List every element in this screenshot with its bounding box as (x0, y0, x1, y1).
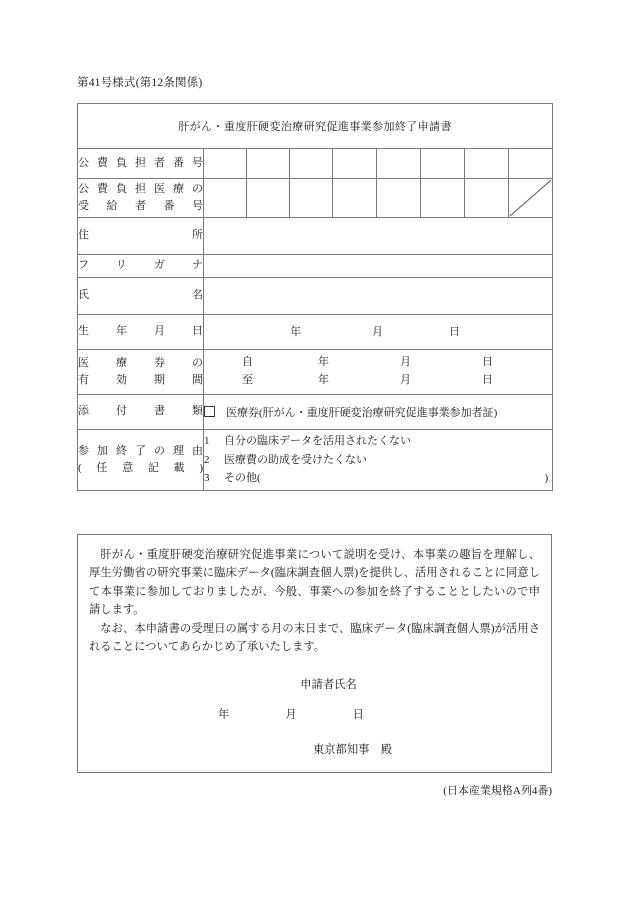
reason-text: その他( (224, 472, 261, 485)
termination-reason-options (204, 430, 553, 491)
application-form-table (77, 103, 553, 491)
reason-other-close-paren: ) (544, 472, 549, 485)
public-payer-number-row (78, 149, 553, 179)
statement-box (77, 534, 552, 773)
reason-number: 1 (204, 434, 210, 447)
termination-reason-label: 参加終了の理由 (任意記載) (78, 430, 204, 491)
recipient-digit-cell[interactable] (421, 179, 465, 218)
diagonal-strike-icon (509, 179, 552, 217)
birth-date-input[interactable] (204, 315, 553, 350)
payer-digit-cell[interactable] (465, 149, 509, 179)
validity-from-label: 自 (242, 356, 253, 368)
name-input[interactable] (204, 278, 553, 315)
validity-to-label: 至 (242, 374, 253, 386)
payer-digit-cell[interactable] (421, 149, 465, 179)
validity-period-label: 医療券の 有効期間 (78, 350, 204, 395)
address-row (78, 218, 553, 255)
submission-year-unit: 年 (218, 709, 230, 721)
attachment-checkbox-icon[interactable] (204, 406, 215, 417)
recipient-digit-cell[interactable] (204, 179, 247, 218)
birth-month-unit: 月 (372, 326, 383, 338)
furigana-label: フリガナ (78, 255, 204, 278)
birth-day-unit: 日 (449, 326, 460, 338)
termination-reason-row (78, 430, 553, 491)
addressee-label: 東京都知事 殿 (312, 744, 393, 756)
payer-digit-cell[interactable] (290, 149, 333, 179)
recipient-number-row (78, 179, 553, 218)
reason-option-1[interactable] (204, 432, 552, 451)
reason-number: 3 (204, 472, 210, 485)
birth-date-line (204, 324, 552, 340)
recipient-digit-cell[interactable] (377, 179, 421, 218)
address-input[interactable] (204, 218, 553, 255)
applicant-name-label: 申請者氏名 (300, 679, 357, 691)
validity-to-line (204, 372, 552, 390)
public-payer-number-label: 公費負担者番号 (78, 149, 204, 179)
validity-from-line (204, 354, 552, 372)
payer-digit-cell[interactable] (509, 149, 553, 179)
name-label: 氏名 (78, 278, 204, 315)
reason-option-2[interactable] (204, 451, 552, 470)
recipient-digit-cell[interactable] (465, 179, 509, 218)
birth-date-row (78, 315, 553, 350)
statement-paragraph-1: 肝がん・重度肝硬変治療研究促進事業について説明を受け、本事業の趣旨を理解し、厚生労働省の研究事業に臨床データ(臨床調査個人票)を提供し、活用されることに同意して本事業に参加しておりましたが、今般、事業への参加を終了することとしたいので申請します。 (89, 549, 540, 616)
submission-day-unit: 日 (352, 709, 364, 721)
payer-digit-cell[interactable] (333, 149, 377, 179)
statement-paragraph-2: なお、本申請書の受理日の属する月の末日まで、臨床データ(臨床調査個人票)が活用されることについてあらかじめ了承いたします。 (89, 623, 540, 654)
reason-text: 医療費の助成を受けたくない (224, 453, 367, 466)
statement-text-area (78, 535, 551, 657)
attachment-item[interactable] (204, 395, 553, 430)
validity-from-day-unit: 日 (482, 356, 493, 368)
recipient-number-label: 公費負担医療の 受給者番号 (78, 179, 204, 218)
submission-date-line[interactable] (218, 706, 364, 722)
validity-to-month-unit: 月 (400, 374, 411, 386)
address-label: 住所 (78, 218, 204, 255)
form-number-label: 第41号様式(第12条関係) (77, 77, 203, 89)
form-title: 肝がん・重度肝硬変治療研究促進事業参加終了申請書 (78, 104, 553, 149)
title-row (78, 104, 553, 149)
payer-digit-cell[interactable] (247, 149, 290, 179)
furigana-input[interactable] (204, 255, 553, 278)
validity-from-year-unit: 年 (318, 356, 329, 368)
reason-text: 自分の臨床データを活用されたくない (224, 434, 411, 447)
attachment-item-label: 医療券(肝がん・重度肝硬変治療研究促進事業参加者証) (226, 407, 498, 419)
recipient-digit-cell[interactable] (247, 179, 290, 218)
submission-month-unit: 月 (285, 709, 297, 721)
validity-to-day-unit: 日 (482, 374, 493, 386)
furigana-row (78, 255, 553, 278)
recipient-digit-cell[interactable] (333, 179, 377, 218)
recipient-digit-cell[interactable] (290, 179, 333, 218)
attachments-row (78, 395, 553, 430)
attachments-label: 添付書類 (78, 395, 204, 430)
validity-to-year-unit: 年 (318, 374, 329, 386)
payer-digit-cell[interactable] (377, 149, 421, 179)
birth-date-label: 生年月日 (78, 315, 204, 350)
validity-period-row (78, 350, 553, 395)
validity-period-input[interactable] (204, 350, 553, 395)
recipient-digit-cell-struck[interactable] (509, 179, 553, 218)
validity-from-month-unit: 月 (400, 356, 411, 368)
paper-size-note: (日本産業規格A列4番) (443, 785, 552, 797)
name-row (78, 278, 553, 315)
birth-year-unit: 年 (290, 326, 301, 338)
reason-option-3[interactable] (204, 469, 552, 488)
payer-digit-cell[interactable] (204, 149, 247, 179)
reason-number: 2 (204, 453, 210, 466)
